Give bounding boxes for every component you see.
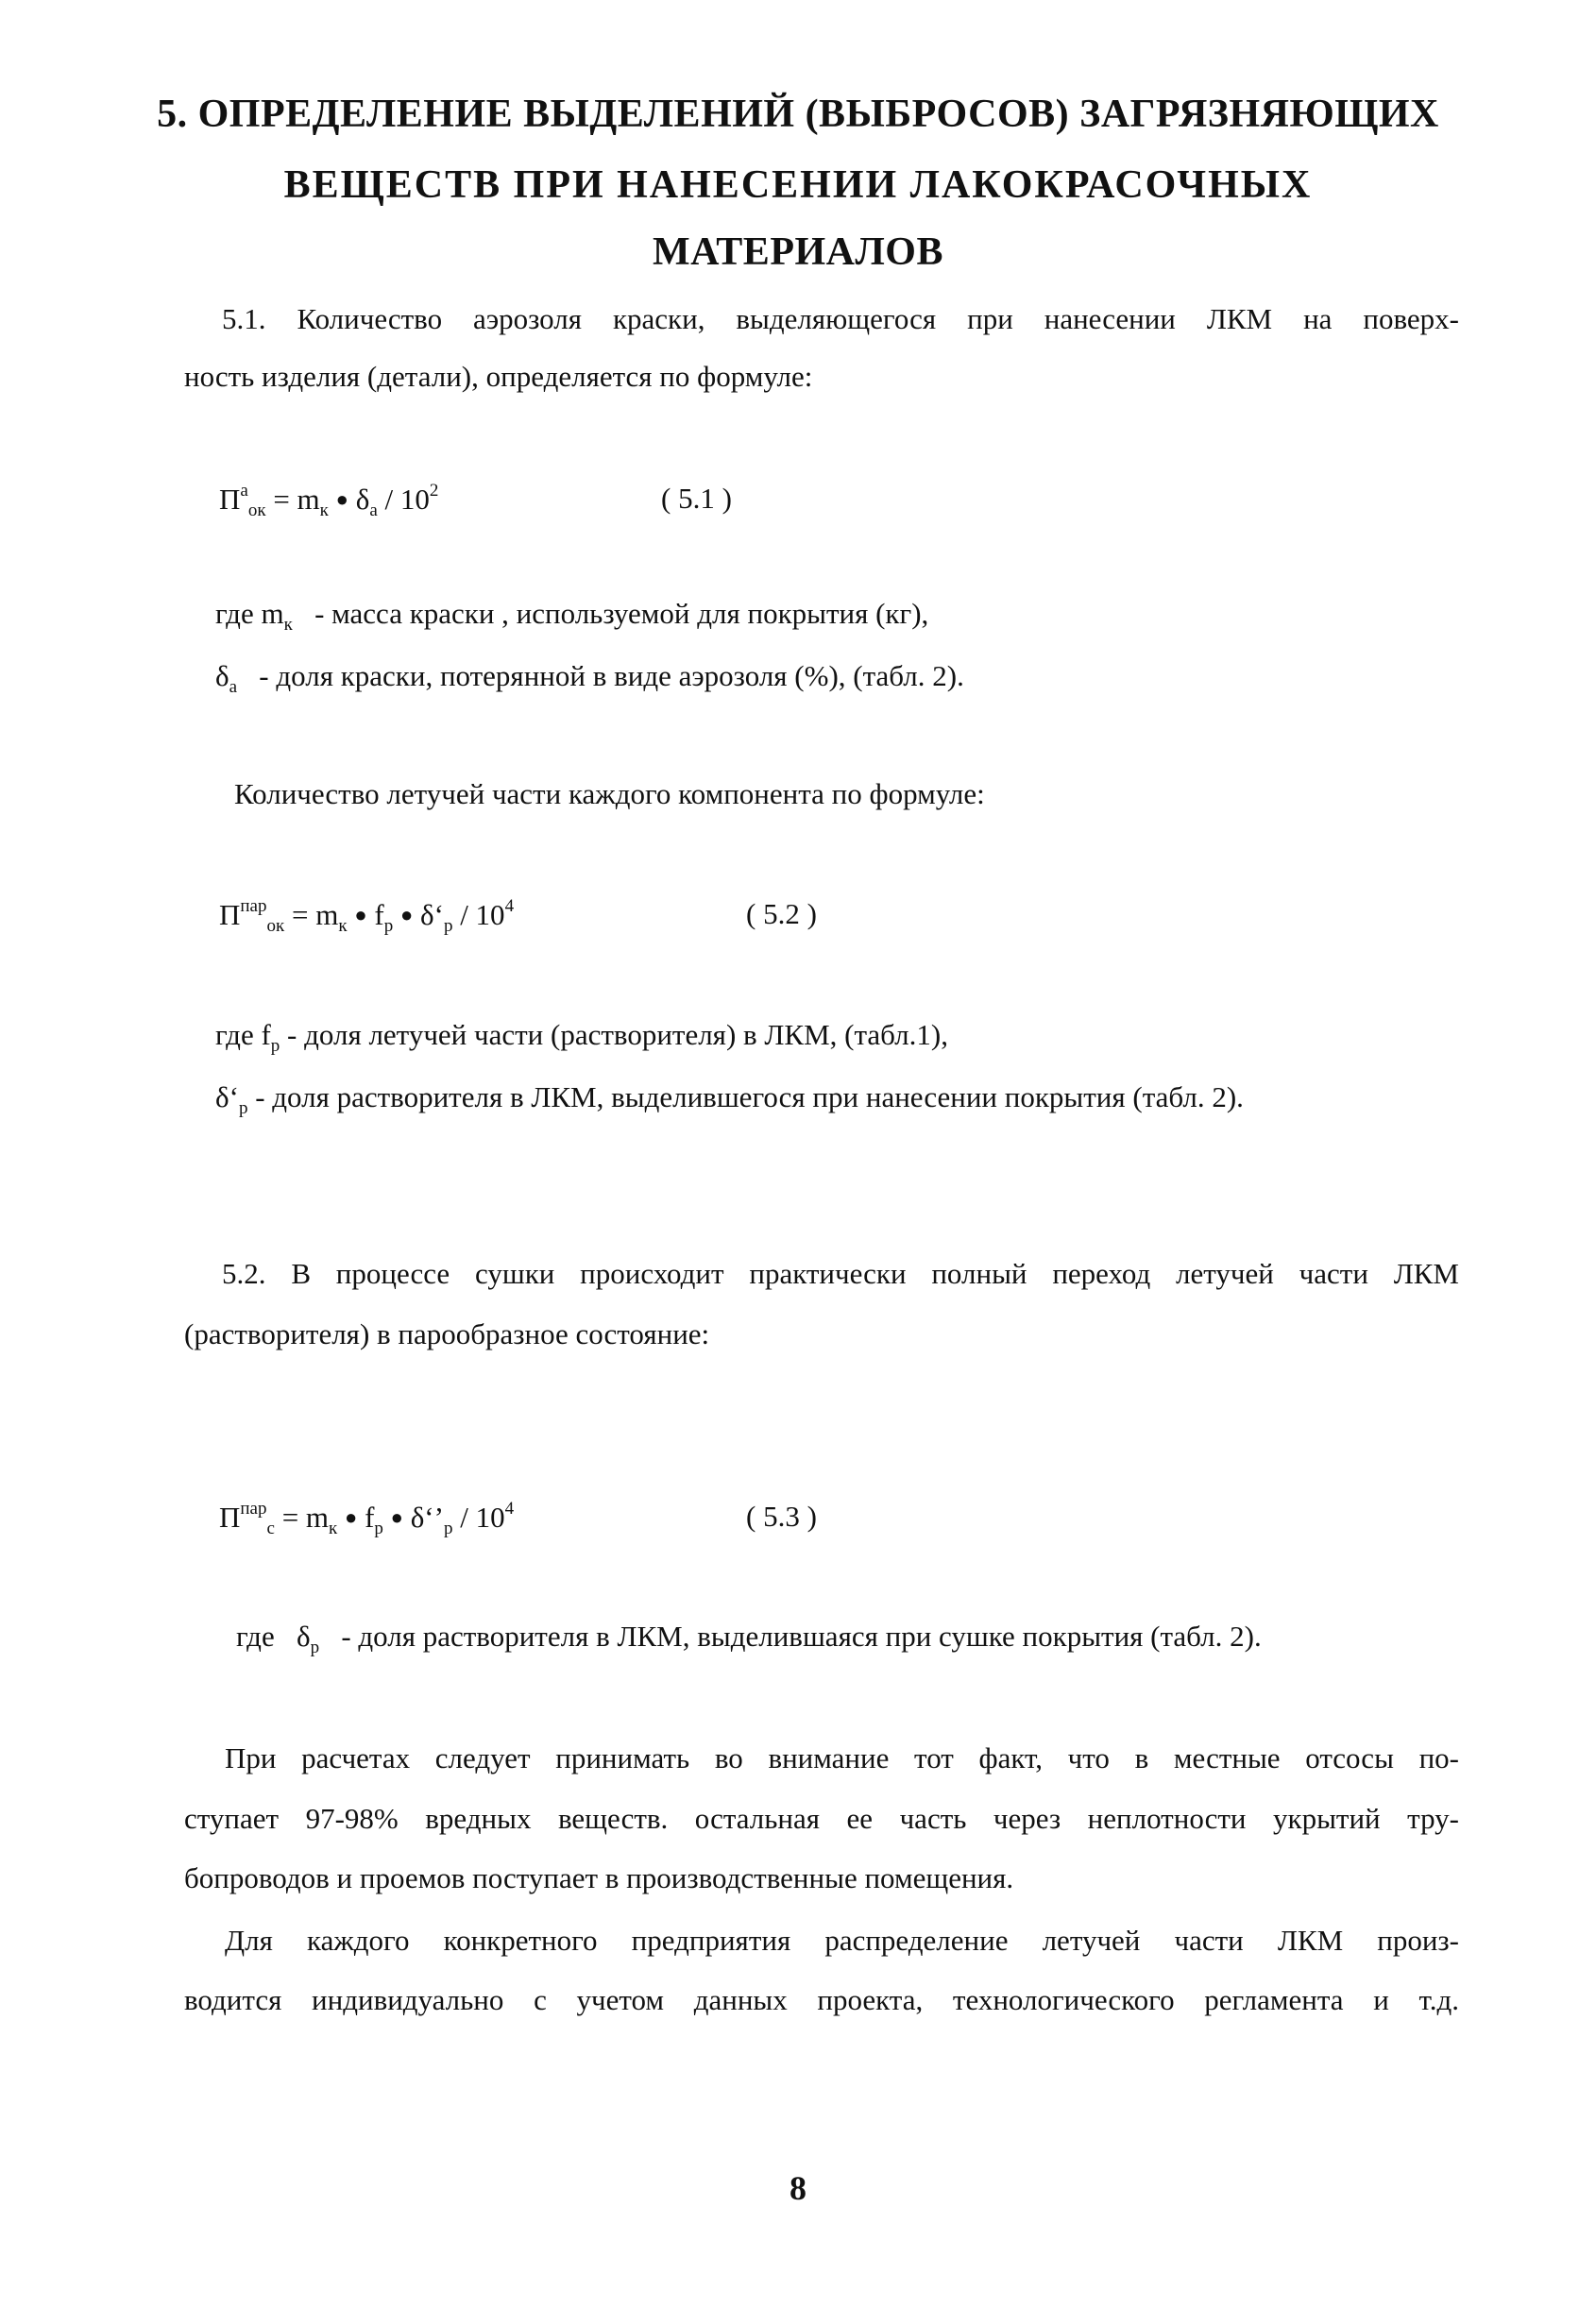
formula-5-3-definition-delta-p: где $\delta_р$ - доля растворителя в ЛКМ, выделившаяся при сушке покрытия (табл. 2). [236, 1620, 1262, 1657]
section-title-line-1: 5. ОПРЕДЕЛЕНИЕ ВЫДЕЛЕНИЙ (ВЫБРОСОВ) ЗАГРЯЗНЯЮЩИХ [157, 93, 1439, 136]
formula-5-2-definition-delta-p: $\delta‘_р$ - доля растворителя в ЛКМ, выделившегося при нанесении покрытия (табл. 2). [215, 1080, 1244, 1118]
equation-number-5-1: ( 5.1 ) [661, 482, 732, 515]
formula-5-3: $П^{пар}_с = m_к$ ● $f_р$ ● $\delta‘’_р / 10^4$ [219, 1499, 515, 1538]
paragraph-5-2-line-1: 5.2. В процессе сушки происходит практически полный переход летучей части ЛКМ [222, 1257, 1459, 1290]
section-title-line-2: ВЕЩЕСТВ ПРИ НАНЕСЕНИИ ЛАКОКРАСОЧНЫХ [283, 163, 1313, 207]
note-paragraph-line-2: ступает 97-98% вредных веществ. остальная ее часть через неплотности укрытий тру- [184, 1802, 1459, 1835]
equation-number-5-2: ( 5.2 ) [746, 897, 817, 930]
note-paragraph-line-1: При расчетах следует принимать во внимание тот факт, что в местные отсосы по- [225, 1741, 1459, 1774]
formula-5-2: $П^{пар}_{ок} = m_к$ ● $f_р$ ● $\delta‘_р / 10^4$ [219, 896, 515, 936]
formula-5-1-definition-mk: где $m_к$ - масса краски , используемой для покрытия (кг), [215, 597, 929, 635]
note-paragraph-line-3: бопроводов и проемов поступает в производственные помещения. [184, 1861, 1014, 1894]
formula-5-1-definition-delta-a: $\delta_а$ - доля краски, потерянной в виде аэрозоля (%), (табл. 2). [215, 659, 964, 697]
page-number: 8 [790, 2169, 806, 2207]
section-title-line-3: МАТЕРИАЛОВ [653, 230, 943, 274]
volatile-part-intro: Количество летучей части каждого компонента по формуле: [234, 777, 985, 810]
distribution-paragraph-line-2: водится индивидуально с учетом данных проекта, технологического регламента и т.д. [184, 1983, 1459, 2016]
paragraph-5-1-line-2: ность изделия (детали), определяется по формуле: [184, 360, 813, 393]
paragraph-5-2-line-2: (растворителя) в парообразное состояние: [184, 1317, 710, 1350]
distribution-paragraph-line-1: Для каждого конкретного предприятия распределение летучей части ЛКМ произ- [225, 1924, 1459, 1957]
paragraph-5-1-line-1: 5.1. Количество аэрозоля краски, выделяющегося при нанесении ЛКМ на поверх- [222, 302, 1459, 335]
formula-5-1: $П^а_{ок} = m_к$ ● $\delta_а / 10^2$ [219, 481, 439, 520]
formula-5-2-definition-fp: где $f_р$ - доля летучей части (растворителя) в ЛКМ, (табл.1), [215, 1018, 948, 1056]
equation-number-5-3: ( 5.3 ) [746, 1500, 817, 1533]
